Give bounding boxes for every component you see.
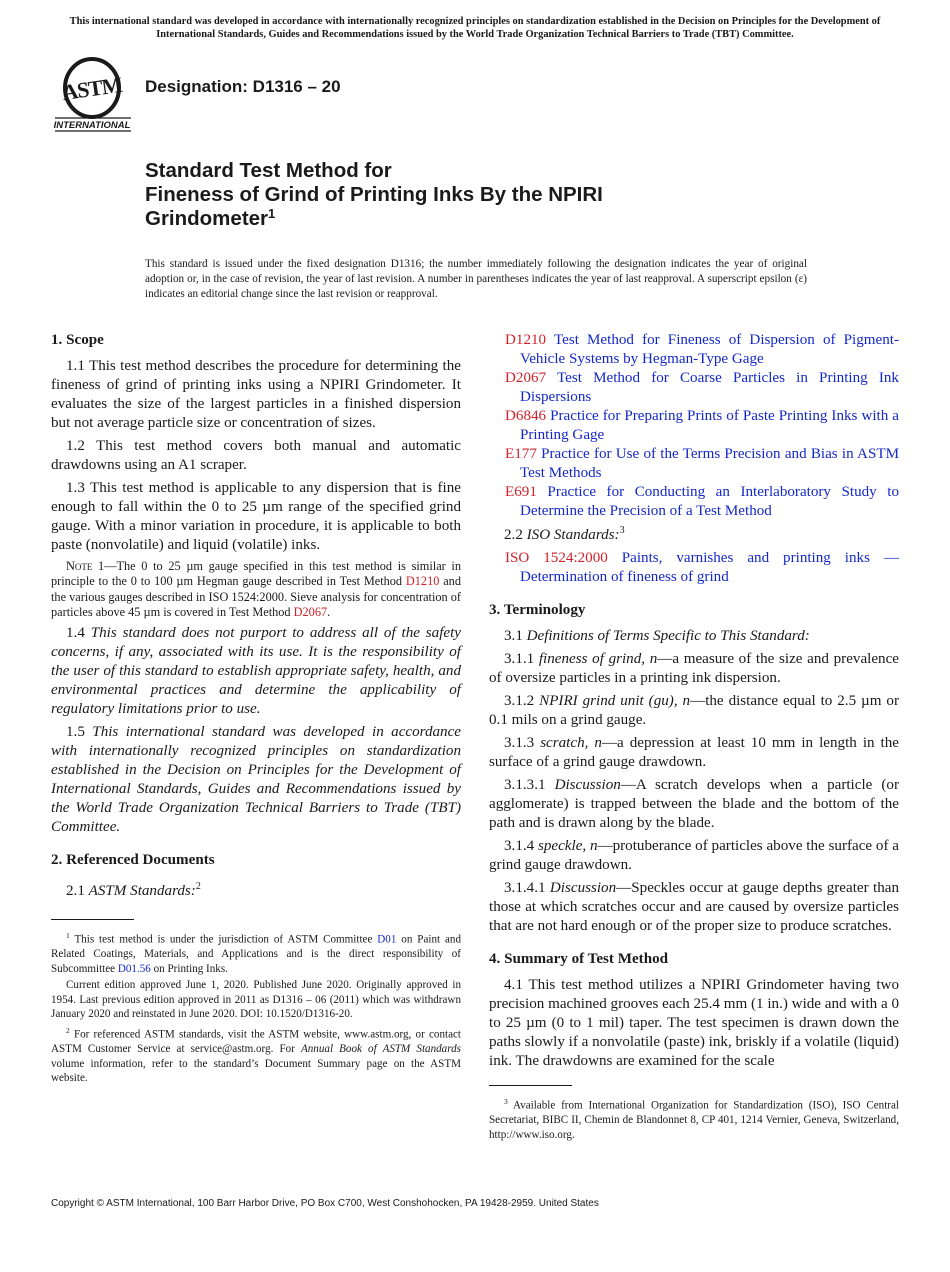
section-2-heading: 2. Referenced Documents [51, 852, 215, 869]
paragraph-1-3: 1.3 This test method is applicable to any dispersion that is fine enough to fall within the 0 to 25 µm range of the specified grind gauge. With a minor variation in procedure, it is applicable to both paste (nonvolatile) and liquid (volatile) inks. [51, 480, 461, 553]
link-d2067[interactable]: D2067 [293, 604, 328, 619]
paragraph-3-1: 3.1 Definitions of Terms Specific to This Standard: [504, 628, 810, 645]
issuance-statement: This standard is issued under the fixed designation D1316; the number immediately following the designation indicates the year of original adoption or, in the case of revision, the year of last revision. A number in parentheses indicates the year of last reapproval. A superscript epsilon (ε) indicates an editorial change since the last revision or reapproval. [145, 258, 807, 300]
paragraph-4-1: 4.1 This test method utilizes a NPIRI Grindometer having two precision machined grooves each 25.4 mm (1 in.) wide and with a 0 to 25 µm (0 to 1 mil) taper. The test specimen is drawn down the paths slowly if a nonvolatile (paste) ink, briskly if a volatile (liquid) ink. The drawdowns are examined for the scale [489, 977, 899, 1070]
footnote-1-edition: Current edition approved June 1, 2020. Published June 2020. Originally approved in 1954. Last previous edition approved in 2011 as D1316 – 06 (2011) which was withdrawn January 2020 and reinstated in June 2020. DOI: 10.1520/D1316-20. [51, 979, 461, 1021]
section-3-heading: 3. Terminology [489, 602, 586, 619]
document-title [145, 159, 765, 231]
astm-reference-list [489, 331, 899, 521]
footnote-2: $^2$ For referenced ASTM standards, visit the ASTM website, www.astm.org, or contact ASTM Customer Service at service@astm.org. For Annual Book of ASTM Standards volume information, refer to the standard’s Document Summary page on the ASTM website. [51, 1025, 461, 1085]
paragraph-2-2: 2.2 ISO Standards:$^3$ [504, 525, 625, 544]
copyright-notice: Copyright © ASTM International, 100 Barr Harbor Drive, PO Box C700, West Conshohocken, PA 19428-2959. United States [51, 1198, 599, 1209]
paragraph-3-1-1: 3.1.1 fineness of grind, n—a measure of the size and prevalence of oversize particles in a printing ink dispersion. [489, 651, 899, 687]
designation: Designation: D1316 – 20 [145, 77, 341, 96]
note-1: Note 1—The 0 to 25 µm gauge specified in this test method is similar in principle to the 0 to 100 µm Hegman gauge described in Test Method D1210 and the various gauges described in ISO 1524:2000. Sieve analysis for concentration of particles above 45 µm is covered in Test Method D2067. [51, 559, 461, 619]
footnote-rule [51, 919, 134, 920]
svg-text:ASTM: ASTM [60, 71, 124, 106]
paragraph-3-1-4-1: 3.1.4.1 Discussion—Speckles occur at gauge depths greater than those at which scratches occur and are caused by oversize particles that are not hard enough or of the proper size to produce scratches. [489, 880, 900, 935]
paragraph-1-2: 1.2 This test method covers both manual and automatic drawdowns using an A1 scraper. [51, 438, 461, 473]
title-line-3: Grindometer$^1$ [145, 206, 276, 230]
reference-d2067[interactable]: D2067 Test Method for Coarse Particles in Printing Ink Dispersions [505, 370, 899, 405]
link-d01-56[interactable]: D01.56 [117, 962, 151, 975]
footnote-rule-right [489, 1085, 572, 1086]
title-line-2: Fineness of Grind of Printing Inks By the NPIRI [145, 183, 603, 206]
footnote-3: $^3$ Available from International Organization for Standardization (ISO), ISO Central Secretariat, BIBC II, Chemin de Blandonnet 8, CP 401, 1214 Vernier, Geneva, Switzerland, http://www.iso.org. [489, 1097, 899, 1141]
paragraph-3-1-3-1: 3.1.3.1 Discussion—A scratch develops when a particle (or agglomerate) is trapped between the blade and the bottom of the path and is drawn along by the blade. [489, 777, 899, 832]
link-d01[interactable]: D01 [377, 933, 397, 946]
section-1-heading: 1. Scope [51, 332, 104, 348]
reference-e177[interactable]: E177 Practice for Use of the Terms Precision and Bias in ASTM Test Methods [505, 446, 899, 481]
footnotes-left [51, 929, 461, 1085]
link-d1210[interactable]: D1210 [405, 574, 440, 589]
reference-d1210[interactable]: D1210 Test Method for Fineness of Dispersion of Pigment-Vehicle Systems by Hegman-Type Gage [505, 332, 899, 367]
title-line-1: Standard Test Method for [145, 159, 392, 182]
paragraph-1-1: 1.1 This test method describes the procedure for determining the fineness of grind of printing inks using a NPIRI Grindometer. It evaluates the size of the largest particles in a finished dispersion but not average particle size or concentration of sizes. [51, 358, 461, 431]
paragraph-3-1-2: 3.1.2 NPIRI grind unit (gu), n—the distance equal to 2.5 µm or 0.1 mils on a grind gauge. [489, 693, 899, 729]
reference-d6846[interactable]: D6846 Practice for Preparing Prints of Paste Printing Inks with a Printing Gage [505, 408, 899, 443]
reference-e691[interactable]: E691 Practice for Conducting an Interlaboratory Study to Determine the Precision of a Test Method [505, 484, 900, 519]
right-column [489, 331, 899, 1144]
section-4-heading: 4. Summary of Test Method [489, 951, 669, 968]
title-footnote-mark: 1 [268, 206, 276, 221]
paragraph-3-1-4: 3.1.4 speckle, n—protuberance of particles above the surface of a grind gauge drawdown. [489, 838, 899, 874]
paragraph-1-5: 1.5 This international standard was developed in accordance with internationally recognized principles on standardization established in the Decision on Principles for the Development of International Standards, Guides and Recommendations issued by the World Trade Organization Technical Barriers to Trade (TBT) Committee. [51, 724, 462, 836]
svg-text:INTERNATIONAL: INTERNATIONAL [53, 120, 131, 131]
reference-iso-1524[interactable]: ISO 1524:2000 Paints, varnishes and printing inks — Determination of fineness of grind [505, 550, 899, 586]
paragraph-2-1: 2.1 ASTM Standards:$^2$ [66, 881, 201, 900]
paragraph-3-1-3: 3.1.3 scratch, n—a depression at least 10 mm in length in the surface of a grind gauge drawdown. [489, 735, 899, 771]
footnote-1: $^1$ This test method is under the jurisdiction of ASTM Committee D01 on Paint and Related Coatings, Materials, and Applications and is the direct responsibility of Subcommittee D01.56 on Printing Inks. [51, 931, 461, 975]
wto-notice: This international standard was developed in accordance with internationally recognized principles on standardization established in the Decision on Principles for the Development of International Standards, Guides and Recommendations issued by the World Trade Organization Technical Barriers to Trade (TBT) Committee. [69, 16, 881, 40]
left-column [51, 331, 461, 1088]
paragraph-1-4: 1.4 This standard does not purport to address all of the safety concerns, if any, associated with its use. It is the responsibility of the user of this standard to establish appropriate safety, health, and environmental practices and determine the applicability of regulatory limitations prior to use. [51, 625, 462, 718]
footnotes-right [489, 1095, 899, 1142]
astm-logo [52, 56, 134, 132]
